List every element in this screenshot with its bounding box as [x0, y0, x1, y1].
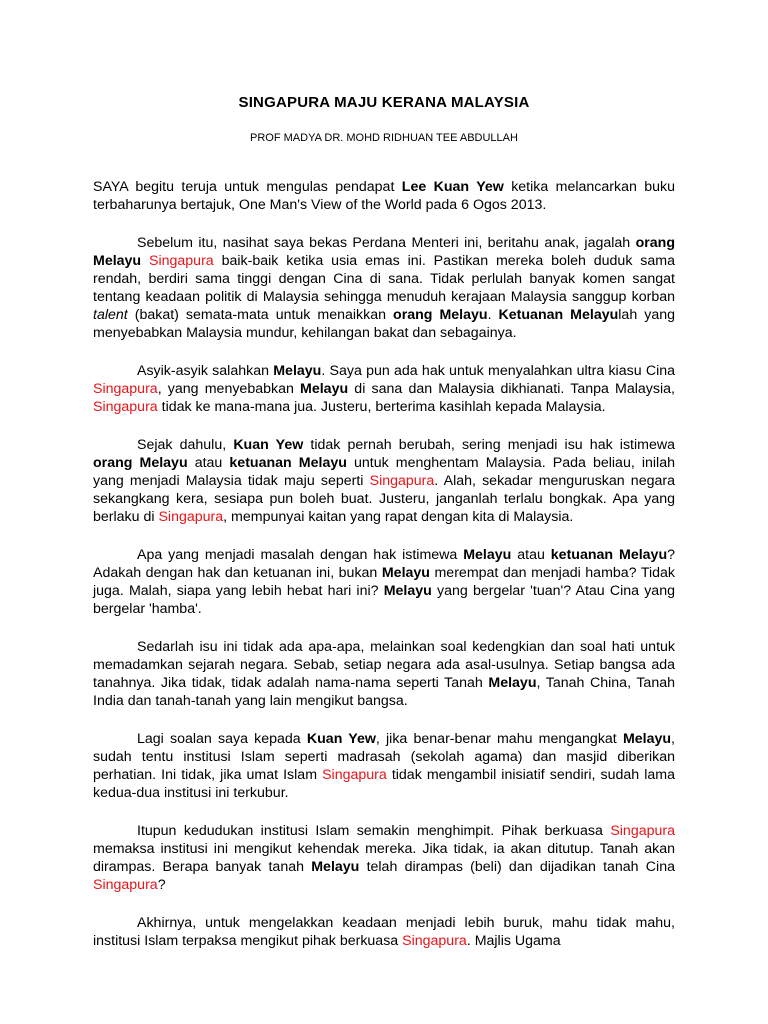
bold-text-segment: orang Melayu — [393, 307, 488, 323]
text-segment: , jika benar-benar mahu mengangkat — [375, 731, 623, 747]
text-segment: yang bergelar 'tuan'? Atau Cina yang bergelar 'hamba'. — [93, 583, 675, 617]
body-paragraph — [93, 362, 675, 416]
bold-text-segment: Lee Kuan Yew — [401, 179, 504, 195]
text-segment: ? — [157, 877, 166, 893]
highlighted-text-segment: Singapura — [93, 877, 158, 893]
bold-text-segment: orang Melayu — [93, 235, 675, 269]
text-segment — [141, 253, 149, 269]
bold-text-segment: Melayu — [300, 381, 349, 397]
highlighted-text-segment: Singapura — [369, 473, 435, 489]
text-segment: Apa yang menjadi masalah dengan hak istimewa — [137, 547, 464, 563]
text-segment: di sana dan Malaysia dikhianati. Tanpa Malaysia, — [348, 381, 675, 397]
text-segment: , yang menyebabkan — [157, 381, 301, 397]
bold-text-segment: Melayu — [311, 859, 360, 875]
text-segment: merempat dan menjadi hamba? Tidak juga. Malah, siapa yang lebih hebat hari ini? — [93, 565, 675, 599]
bold-text-segment: Melayu — [273, 363, 322, 379]
text-segment: lah yang menyebabkan Malaysia mundur, kehilangan bakat dan sebagainya. — [93, 307, 675, 341]
highlighted-text-segment: Singapura — [402, 933, 467, 949]
body-paragraph — [93, 178, 675, 214]
text-segment: , mempunyai kaitan yang rapat dengan kita di Malaysia. — [223, 509, 574, 525]
highlighted-text-segment: Singapura — [610, 823, 675, 839]
text-segment: SAYA begitu teruja untuk mengulas pendapat — [93, 179, 402, 195]
document-title: SINGAPURA MAJU KERANA MALAYSIA — [238, 94, 530, 111]
bold-text-segment: Melayu — [463, 547, 512, 563]
document-author: PROF MADYA DR. MOHD RIDHUAN TEE ABDULLAH — [250, 132, 518, 144]
highlighted-text-segment: Singapura — [158, 509, 224, 525]
text-segment: untuk menghentam Malaysia. Pada beliau, inilah yang menjadi Malaysia tidak maju seperti — [93, 455, 675, 489]
text-segment: tidak pernah berubah, sering menjadi isu hak istimewa — [303, 437, 675, 453]
text-segment: Sebelum itu, nasihat saya bekas Perdana Menteri ini, beritahu anak, jagalah — [137, 235, 636, 251]
text-segment: . — [487, 307, 499, 323]
text-segment: telah dirampas (beli) dan dijadikan tanah Cina — [359, 859, 675, 875]
bold-text-segment: Melayu — [383, 583, 432, 599]
text-segment: . Majlis Ugama — [466, 933, 561, 949]
body-paragraph — [93, 546, 675, 618]
text-segment: . Saya pun ada hak untuk menyalahkan ultra kiasu Cina — [321, 363, 676, 379]
text-segment: Akhirnya, untuk mengelakkan keadaan menjadi lebih buruk, mahu tidak mahu, institusi Islam terpaksa mengikut pihak berkuasa — [93, 915, 675, 949]
highlighted-text-segment: Singapura — [93, 381, 158, 397]
highlighted-text-segment: Singapura — [93, 399, 158, 415]
bold-text-segment: ketuanan Melayu — [550, 547, 668, 563]
bold-text-segment: ketuanan Melayu — [229, 455, 347, 471]
text-segment: , Tanah China, Tanah India dan tanah-tanah yang lain mengikut bangsa. — [93, 675, 675, 709]
body-paragraph — [93, 822, 675, 894]
text-segment: baik-baik ketika usia emas ini. Pastikan mereka boleh duduk sama rendah, berdiri sama tinggi dengan Cina di sana. Tidak perlulah banyak komen sangat tentang keadaan politik di Malaysia sehingga menuduh kerajaan Malaysia sanggup korban — [93, 253, 675, 305]
text-segment: (bakat) semata-mata untuk menaikkan — [127, 307, 394, 323]
body-paragraph — [93, 730, 675, 802]
text-segment: atau — [511, 547, 551, 563]
text-segment: tidak ke mana-mana jua. Justeru, berterima kasihlah kepada Malaysia. — [157, 399, 606, 415]
body-paragraph — [93, 638, 675, 710]
text-segment: Sejak dahulu, — [137, 437, 234, 453]
bold-text-segment: Melayu — [622, 731, 672, 747]
text-segment: atau — [187, 455, 230, 471]
text-segment: memaksa institusi ini mengikut kehendak mereka. Jika tidak, ia akan ditutup. Tanah akan dirampas. Berapa banyak tanah — [93, 841, 675, 875]
body-paragraph — [93, 914, 675, 950]
text-segment: , sudah tentu institusi Islam seperti madrasah (sekolah agama) dan masjid diberikan perhatian. Ini tidak, jika umat Islam — [93, 731, 675, 783]
text-segment: . Alah, sekadar menguruskan negara sekangkang kera, sesiapa pun boleh buat. Justeru, janganlah terlalu bongkak. Apa yang berlaku di — [93, 473, 675, 525]
body-paragraph — [93, 436, 675, 526]
italic-text-segment: talent — [93, 307, 128, 323]
bold-text-segment: Melayu — [381, 565, 430, 581]
text-segment: ? Adakah dengan hak dan ketuanan ini, bukan — [93, 547, 675, 581]
highlighted-text-segment: Singapura — [149, 253, 214, 269]
bold-text-segment: Kuan Yew — [306, 731, 376, 747]
text-segment: ketika melancarkan buku terbaharunya bertajuk, One Man's View of the World pada 6 Ogos 2013. — [93, 179, 675, 213]
text-segment: Asyik-asyik salahkan — [137, 363, 274, 379]
bold-text-segment: Kuan Yew — [233, 437, 304, 453]
text-segment: Sedarlah isu ini tidak ada apa-apa, melainkan soal kedengkian dan soal hati untuk memadamkan sejarah negara. Sebab, setiap negara ada asal-usulnya. Setiap bangsa ada tanahnya. Jika tidak, tidak adalah nama-nama seperti Tanah — [93, 639, 675, 691]
body-paragraph — [93, 234, 675, 342]
highlighted-text-segment: Singapura — [322, 767, 387, 783]
bold-text-segment: Melayu — [488, 675, 537, 691]
bold-text-segment: Ketuanan Melayu — [498, 307, 619, 323]
document-body — [93, 178, 675, 970]
text-segment: Lagi soalan saya kepada — [137, 731, 307, 747]
text-segment: tidak mengambil inisiatif sendiri, sudah lama kedua-dua institusi ini terkubur. — [93, 767, 675, 801]
text-segment: Itupun kedudukan institusi Islam semakin menghimpit. Pihak berkuasa — [137, 823, 611, 839]
bold-text-segment: orang Melayu — [93, 455, 188, 471]
